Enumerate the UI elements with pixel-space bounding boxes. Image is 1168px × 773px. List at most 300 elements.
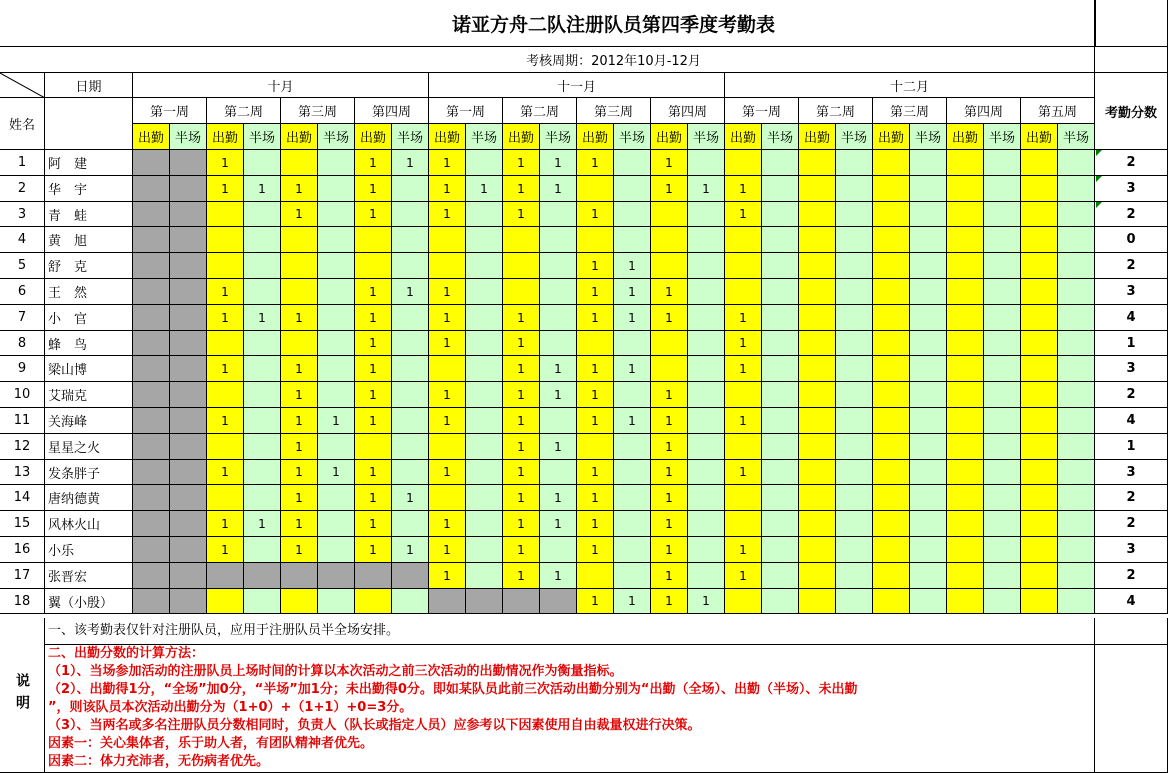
attendance-cell [1021, 150, 1058, 176]
attendance-cell: 1 [725, 460, 762, 485]
attendance-cell [1058, 485, 1095, 511]
attendance-cell [651, 356, 688, 382]
attendance-cell [244, 202, 281, 227]
attendance-cell [873, 331, 910, 356]
note-line-7: 因素一：关心集体者，乐于助人者，有团队精神者优先。 [48, 736, 374, 751]
attendance-cell [947, 331, 984, 356]
attendance-score: 2 [1095, 511, 1168, 537]
attendance-cell: 1 [355, 150, 392, 176]
attendance-cell [1021, 485, 1058, 511]
attendance-cell [836, 460, 873, 485]
attendance-cell [133, 227, 170, 253]
member-name: 星星之火 [45, 434, 133, 460]
attendance-cell: 1 [244, 305, 281, 331]
attendance-score: 4 [1095, 408, 1168, 434]
attendance-cell: 1 [429, 279, 466, 305]
attendance-cell [1058, 279, 1095, 305]
attendance-cell [318, 331, 355, 356]
attendance-cell: 1 [503, 202, 540, 227]
attendance-cell [1021, 460, 1058, 485]
attendance-cell [1021, 253, 1058, 279]
attendance-cell: 1 [577, 511, 614, 537]
attendance-cell [318, 253, 355, 279]
attendance-cell: 1 [614, 305, 651, 331]
member-name: 蜂 鸟 [45, 331, 133, 356]
attendance-cell [688, 485, 725, 511]
attendance-cell: 1 [725, 331, 762, 356]
attendance-cell: 1 [725, 176, 762, 202]
attendance-cell [873, 356, 910, 382]
attendance-cell [466, 305, 503, 331]
attendance-cell [207, 563, 244, 589]
attendance-cell: 1 [725, 305, 762, 331]
attendance-score: 3 [1095, 279, 1168, 305]
attendance-cell: 1 [429, 460, 466, 485]
attendance-cell [910, 434, 947, 460]
row-index: 15 [0, 511, 45, 537]
attendance-cell: 1 [355, 537, 392, 563]
attendance-cell [836, 589, 873, 614]
attendance-cell [873, 176, 910, 202]
attendance-cell [910, 382, 947, 408]
attendance-cell: 1 [577, 279, 614, 305]
attendance-cell [318, 356, 355, 382]
row-index: 7 [0, 305, 45, 331]
attendance-cell: 1 [688, 176, 725, 202]
attendance-cell [799, 563, 836, 589]
attendance-cell [836, 408, 873, 434]
attendance-cell [799, 589, 836, 614]
attendance-cell: 1 [577, 382, 614, 408]
attendance-cell [133, 305, 170, 331]
attendance-cell: 1 [429, 563, 466, 589]
attendance-score: 3 [1095, 460, 1168, 485]
attendance-cell [133, 460, 170, 485]
attendance-cell [910, 511, 947, 537]
attendance-cell [133, 150, 170, 176]
attendance-cell: 1 [281, 202, 318, 227]
attendance-cell [207, 253, 244, 279]
attendance-cell [651, 331, 688, 356]
attendance-cell [1021, 279, 1058, 305]
attendance-cell: 1 [651, 279, 688, 305]
attendance-cell [984, 511, 1021, 537]
attendance-cell: 1 [614, 408, 651, 434]
attendance-cell [725, 382, 762, 408]
month-header: 十一月 [429, 73, 725, 98]
attendance-cell [947, 563, 984, 589]
attendance-cell [614, 382, 651, 408]
attendance-cell [1058, 356, 1095, 382]
attendance-cell [836, 563, 873, 589]
attendance-cell [910, 253, 947, 279]
attendance-cell [947, 305, 984, 331]
attendance-cell: 1 [429, 382, 466, 408]
attendance-cell [910, 202, 947, 227]
attendance-cell [725, 253, 762, 279]
attendance-cell: 1 [318, 460, 355, 485]
attendance-cell [836, 253, 873, 279]
attendance-cell [170, 485, 207, 511]
attendance-cell [688, 227, 725, 253]
period-label: 考核周期：2012年10月-12月 [133, 47, 1095, 73]
attendance-cell [503, 589, 540, 614]
attendance-cell [688, 356, 725, 382]
attendance-cell [244, 485, 281, 511]
attendance-cell [947, 460, 984, 485]
attendance-cell: 1 [281, 305, 318, 331]
attendance-cell [910, 176, 947, 202]
attendance-cell: 1 [577, 305, 614, 331]
attendance-cell [207, 434, 244, 460]
half-header: 半场 [1058, 124, 1095, 150]
attendance-cell: 1 [651, 434, 688, 460]
attendance-cell [355, 434, 392, 460]
attendance-cell [984, 434, 1021, 460]
half-header: 半场 [984, 124, 1021, 150]
attend-header: 出勤 [281, 124, 318, 150]
attendance-cell: 1 [281, 485, 318, 511]
attendance-cell: 1 [355, 279, 392, 305]
attendance-cell [1021, 202, 1058, 227]
attendance-score: 3 [1095, 356, 1168, 382]
attendance-cell [799, 356, 836, 382]
attendance-cell: 1 [281, 511, 318, 537]
attendance-cell: 1 [540, 511, 577, 537]
member-name: 艾瑞克 [45, 382, 133, 408]
attendance-cell [910, 563, 947, 589]
attend-header: 出勤 [577, 124, 614, 150]
member-name: 王 然 [45, 279, 133, 305]
attendance-cell [651, 202, 688, 227]
attendance-cell: 1 [392, 537, 429, 563]
attendance-cell: 1 [651, 563, 688, 589]
attendance-cell [133, 382, 170, 408]
attendance-cell: 1 [540, 176, 577, 202]
attendance-cell: 1 [281, 408, 318, 434]
attendance-cell [910, 589, 947, 614]
attendance-cell [1058, 382, 1095, 408]
attendance-cell [725, 150, 762, 176]
attendance-cell [1058, 227, 1095, 253]
attend-header: 出勤 [503, 124, 540, 150]
attendance-cell [244, 356, 281, 382]
attendance-cell [725, 434, 762, 460]
attendance-cell [688, 537, 725, 563]
attendance-cell [873, 434, 910, 460]
attendance-cell [762, 227, 799, 253]
attendance-cell: 1 [614, 589, 651, 614]
notes-label: 说明 [0, 618, 45, 773]
attendance-cell [762, 202, 799, 227]
attendance-cell [133, 408, 170, 434]
attendance-cell: 1 [651, 382, 688, 408]
attendance-cell [244, 150, 281, 176]
attendance-cell [762, 279, 799, 305]
half-header: 半场 [910, 124, 947, 150]
attendance-cell [170, 176, 207, 202]
attendance-cell [207, 331, 244, 356]
attendance-cell [577, 176, 614, 202]
attendance-cell: 1 [503, 176, 540, 202]
attendance-cell [244, 279, 281, 305]
attendance-cell [207, 202, 244, 227]
attendance-cell [318, 563, 355, 589]
attendance-cell [318, 227, 355, 253]
attendance-cell [614, 227, 651, 253]
attendance-cell [355, 253, 392, 279]
attendance-cell [540, 537, 577, 563]
attendance-cell [1058, 331, 1095, 356]
attendance-cell [540, 279, 577, 305]
attendance-cell [836, 279, 873, 305]
attendance-cell: 1 [207, 176, 244, 202]
attendance-cell [799, 382, 836, 408]
attendance-cell: 1 [503, 331, 540, 356]
attendance-cell [873, 227, 910, 253]
attendance-cell [836, 150, 873, 176]
attendance-cell [318, 382, 355, 408]
attendance-cell [244, 563, 281, 589]
attendance-cell [1021, 434, 1058, 460]
half-header: 半场 [392, 124, 429, 150]
attendance-cell [466, 460, 503, 485]
attendance-cell [133, 176, 170, 202]
attendance-cell: 1 [429, 408, 466, 434]
attendance-cell: 1 [725, 202, 762, 227]
attendance-cell [614, 150, 651, 176]
week-header: 第一周 [429, 98, 503, 124]
attendance-cell [873, 511, 910, 537]
attendance-cell: 1 [281, 382, 318, 408]
attendance-cell [984, 537, 1021, 563]
week-header: 第二周 [207, 98, 281, 124]
attendance-cell [429, 356, 466, 382]
attendance-cell [392, 253, 429, 279]
attendance-cell [984, 253, 1021, 279]
attendance-cell [466, 356, 503, 382]
member-name: 张晋宏 [45, 563, 133, 589]
attendance-cell [170, 460, 207, 485]
attendance-cell: 1 [281, 434, 318, 460]
attendance-cell [392, 227, 429, 253]
attendance-cell: 1 [614, 356, 651, 382]
attendance-cell [947, 382, 984, 408]
attendance-cell [318, 485, 355, 511]
attendance-cell [355, 563, 392, 589]
attendance-cell [910, 279, 947, 305]
week-header: 第四周 [651, 98, 725, 124]
blank-title-left [0, 0, 133, 47]
attendance-cell [244, 408, 281, 434]
attendance-cell [318, 279, 355, 305]
attendance-cell [947, 227, 984, 253]
attendance-cell [207, 485, 244, 511]
attendance-cell [725, 485, 762, 511]
attendance-cell: 1 [503, 563, 540, 589]
date-header: 日期 [45, 73, 133, 98]
notes-right-blank-2 [1095, 645, 1168, 773]
attendance-cell [947, 485, 984, 511]
attendance-cell [799, 408, 836, 434]
attend-header: 出勤 [725, 124, 762, 150]
attendance-cell [799, 537, 836, 563]
attendance-cell: 1 [577, 460, 614, 485]
attendance-cell [614, 202, 651, 227]
attendance-score: 1 [1095, 434, 1168, 460]
week-header: 第一周 [725, 98, 799, 124]
attendance-cell: 1 [688, 589, 725, 614]
attendance-cell [466, 331, 503, 356]
name-header: 姓名 [0, 98, 45, 150]
attendance-cell [947, 202, 984, 227]
attendance-cell [540, 305, 577, 331]
attendance-cell [170, 253, 207, 279]
attendance-cell [836, 434, 873, 460]
attendance-cell: 1 [355, 305, 392, 331]
attendance-score: 2 [1095, 485, 1168, 511]
attendance-cell: 1 [207, 408, 244, 434]
attendance-cell [873, 279, 910, 305]
attendance-cell [984, 408, 1021, 434]
attendance-cell [540, 227, 577, 253]
attendance-cell [133, 563, 170, 589]
attendance-score: 4 [1095, 589, 1168, 614]
attendance-cell: 1 [651, 537, 688, 563]
attendance-cell [836, 305, 873, 331]
attendance-cell [355, 227, 392, 253]
attendance-cell: 1 [429, 305, 466, 331]
attend-header: 出勤 [429, 124, 466, 150]
member-name: 青 蛙 [45, 202, 133, 227]
member-name: 风林火山 [45, 511, 133, 537]
attendance-cell [873, 563, 910, 589]
attendance-cell [133, 202, 170, 227]
attendance-cell [1021, 331, 1058, 356]
attendance-cell [762, 305, 799, 331]
attendance-cell: 1 [577, 202, 614, 227]
attendance-cell [762, 511, 799, 537]
attendance-cell: 1 [503, 511, 540, 537]
attendance-cell [392, 563, 429, 589]
member-name: 唐纳德黄 [45, 485, 133, 511]
attendance-cell [133, 356, 170, 382]
attendance-cell: 1 [577, 150, 614, 176]
attendance-cell [1058, 253, 1095, 279]
attendance-cell: 1 [725, 356, 762, 382]
attendance-cell [873, 305, 910, 331]
attendance-cell [540, 408, 577, 434]
attendance-cell [984, 305, 1021, 331]
attendance-cell [466, 150, 503, 176]
attendance-cell [133, 589, 170, 614]
attendance-cell [836, 331, 873, 356]
attendance-cell [947, 408, 984, 434]
attendance-cell [614, 511, 651, 537]
attendance-cell [873, 202, 910, 227]
row-index: 8 [0, 331, 45, 356]
attendance-cell: 1 [429, 176, 466, 202]
half-header: 半场 [244, 124, 281, 150]
attendance-cell [466, 589, 503, 614]
attendance-cell [540, 331, 577, 356]
attendance-cell [466, 279, 503, 305]
attendance-cell: 1 [577, 356, 614, 382]
attendance-score: 2 [1095, 253, 1168, 279]
attendance-cell [614, 460, 651, 485]
attendance-cell [1058, 434, 1095, 460]
row-index: 16 [0, 537, 45, 563]
attendance-cell [503, 253, 540, 279]
attendance-cell [1021, 382, 1058, 408]
half-header: 半场 [170, 124, 207, 150]
attendance-cell [836, 382, 873, 408]
half-header: 半场 [318, 124, 355, 150]
row-index: 12 [0, 434, 45, 460]
row-index: 5 [0, 253, 45, 279]
attendance-cell: 1 [503, 382, 540, 408]
attendance-cell: 1 [725, 408, 762, 434]
attendance-cell [503, 227, 540, 253]
attendance-score: 2 [1095, 150, 1168, 176]
notes-right-blank [1095, 618, 1168, 645]
attendance-cell [429, 485, 466, 511]
attendance-cell [170, 356, 207, 382]
attendance-cell: 1 [577, 408, 614, 434]
attendance-cell [244, 331, 281, 356]
attendance-cell [762, 460, 799, 485]
attendance-cell [281, 227, 318, 253]
attendance-cell [651, 227, 688, 253]
attendance-cell [762, 589, 799, 614]
attendance-cell: 1 [207, 150, 244, 176]
attendance-cell [873, 485, 910, 511]
attendance-cell: 1 [207, 279, 244, 305]
member-name: 华 宇 [45, 176, 133, 202]
attend-header: 出勤 [799, 124, 836, 150]
row-index: 1 [0, 150, 45, 176]
attendance-cell [910, 227, 947, 253]
attendance-cell [910, 305, 947, 331]
attendance-cell: 1 [281, 537, 318, 563]
week-header: 第三周 [577, 98, 651, 124]
attendance-cell [281, 253, 318, 279]
week-header: 第二周 [503, 98, 577, 124]
comment-indicator-icon [1096, 150, 1102, 156]
attendance-cell [318, 305, 355, 331]
attendance-cell [910, 356, 947, 382]
note-line-3: （1）、当场参加活动的注册队员上场时间的计算以本次活动之前三次活动的出勤情况作为衡量指标。 [48, 664, 623, 679]
attendance-score: 0 [1095, 227, 1168, 253]
attendance-cell [392, 202, 429, 227]
attend-header: 出勤 [1021, 124, 1058, 150]
attendance-cell: 1 [503, 434, 540, 460]
attendance-cell [614, 434, 651, 460]
attendance-cell [947, 279, 984, 305]
attendance-cell [836, 485, 873, 511]
row-index: 18 [0, 589, 45, 614]
attend-header: 出勤 [355, 124, 392, 150]
comment-indicator-icon [1096, 202, 1102, 208]
attendance-cell: 1 [577, 589, 614, 614]
diagonal-line [0, 73, 45, 98]
attendance-cell [318, 537, 355, 563]
row-index: 11 [0, 408, 45, 434]
attendance-cell [392, 331, 429, 356]
attendance-cell [429, 253, 466, 279]
attendance-cell [1021, 511, 1058, 537]
attendance-cell [133, 331, 170, 356]
